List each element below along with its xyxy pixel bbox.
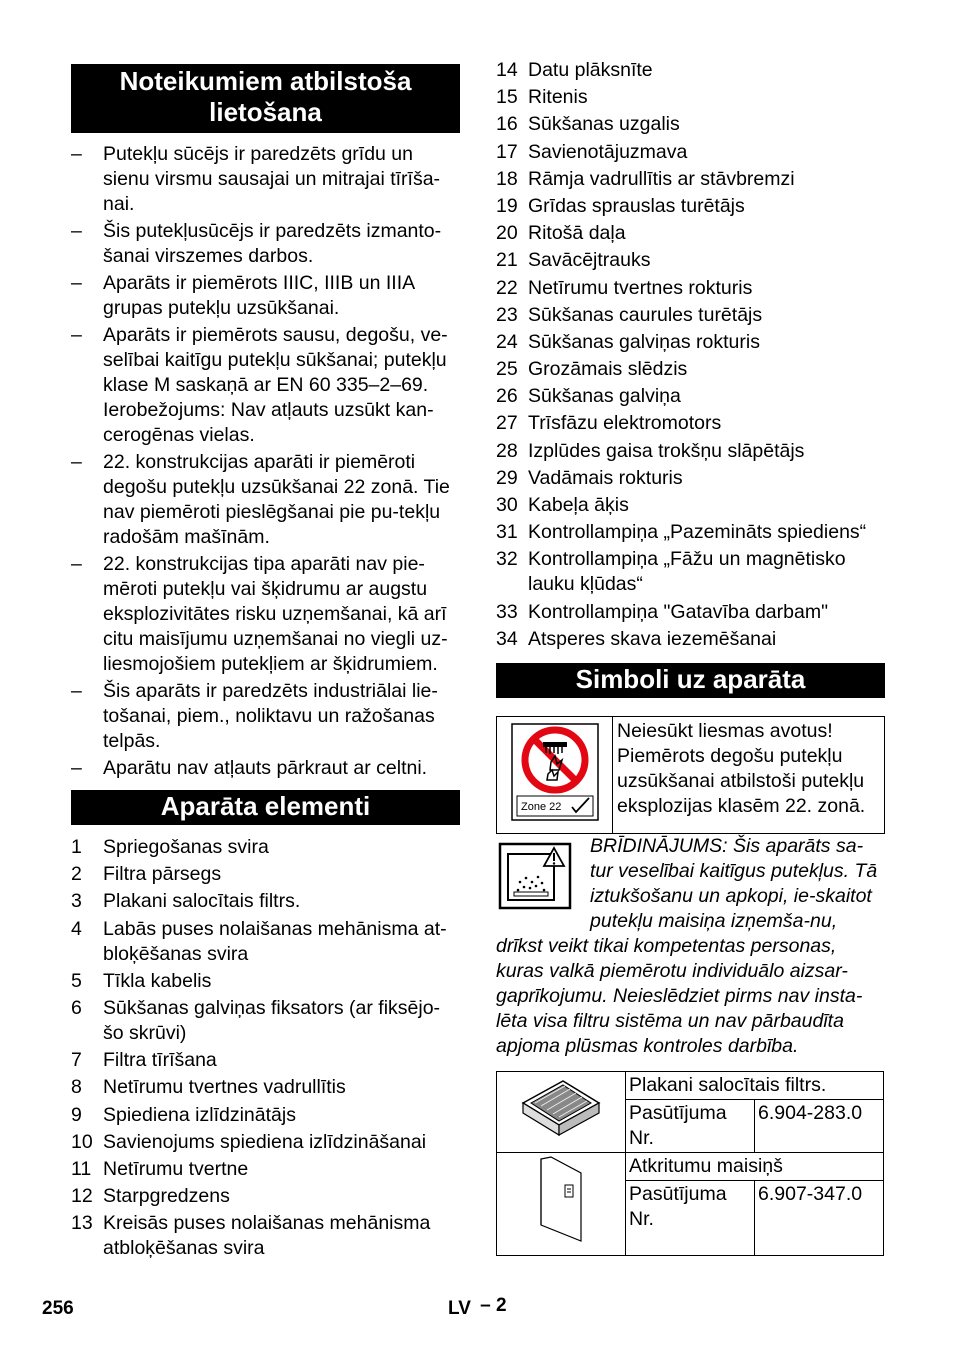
page-number: 256 bbox=[42, 1298, 74, 1319]
list-item bbox=[496, 493, 885, 518]
item-label: Savienojums spiediena izlīdzināšanai bbox=[103, 1130, 427, 1153]
list-item bbox=[71, 862, 460, 887]
item-number: 18 bbox=[496, 167, 518, 190]
list-item bbox=[71, 450, 460, 550]
item-number: 2 bbox=[71, 863, 82, 886]
item-number: 34 bbox=[496, 627, 518, 650]
item-label: Kontrollampiņa „Pazemināts spiediens“ bbox=[528, 521, 867, 544]
item-number: 17 bbox=[496, 140, 518, 163]
zone22-symbol-cell bbox=[497, 716, 613, 833]
item-number: 19 bbox=[496, 194, 518, 217]
list-item-text: 22. konstrukcijas tipa aparāti nav pie-mēroti putekļu vai šķidrumu ar augstu eksplozivitātes risku uzņemšanai, kā arī citu maisījumu uzņemšanai no viegli uz-liesmojošiem putekļiem ar šķidrumiem. bbox=[103, 553, 448, 675]
item-label: Izplūdes gaisa trokšņu slāpētājs bbox=[528, 439, 805, 462]
no-ignition-zone22-icon bbox=[510, 722, 600, 822]
list-item-text: Šis putekļusūcējs ir paredzēts izmanto-šanai virszemes darbos. bbox=[103, 220, 442, 267]
bullet-dash: – bbox=[71, 553, 82, 575]
heading-intended-use: Noteikumiem atbilstoša lietošana bbox=[71, 64, 460, 133]
accessories-table bbox=[496, 1071, 884, 1256]
list-item-text: Aparāts ir piemērots IIIC, IIIB un IIIA grupas putekļu uzsūkšanai. bbox=[103, 272, 415, 319]
list-item bbox=[496, 303, 885, 328]
flame-warning-text: Neiesūkt liesmas avotus! Piemērots degošu putekļu uzsūkšanai atbilstoši putekļu eksplozijas klasēm 22. zonā. bbox=[613, 716, 885, 833]
waste-bag-image-cell bbox=[497, 1152, 626, 1255]
item-number: 13 bbox=[71, 1212, 93, 1235]
list-item bbox=[496, 248, 885, 273]
list-item bbox=[71, 1130, 460, 1155]
list-item bbox=[496, 466, 885, 491]
bullet-dash: – bbox=[71, 220, 82, 242]
list-item bbox=[496, 520, 885, 545]
list-item bbox=[496, 58, 885, 83]
bullet-dash: – bbox=[71, 272, 82, 294]
item-number: 11 bbox=[71, 1157, 92, 1180]
order-number-value: 6.907-347.0 bbox=[755, 1180, 884, 1255]
list-item bbox=[496, 330, 885, 355]
item-label: Kontrollampiņa „Fāžu un magnētisko lauku kļūdas“ bbox=[528, 548, 846, 596]
order-number-label: Pasūtījuma Nr. bbox=[626, 1180, 755, 1255]
language-code bbox=[448, 1295, 507, 1320]
item-label: Filtra pārsegs bbox=[103, 863, 222, 886]
list-item-text: Aparātu nav atļauts pārkraut ar celtni. bbox=[103, 757, 428, 779]
list-item bbox=[71, 1075, 460, 1100]
item-number: 25 bbox=[496, 358, 518, 381]
symbol-table bbox=[496, 716, 885, 834]
list-item bbox=[496, 384, 885, 409]
list-item bbox=[496, 167, 885, 192]
list-item bbox=[71, 996, 460, 1046]
item-number: 23 bbox=[496, 303, 518, 326]
item-number: 4 bbox=[71, 917, 82, 940]
item-number: 12 bbox=[71, 1185, 93, 1208]
item-number: 22 bbox=[496, 276, 518, 299]
item-number: 5 bbox=[71, 969, 82, 992]
item-number: 32 bbox=[496, 548, 518, 571]
list-item-text: Putekļu sūcējs ir paredzēts grīdu un sienu virsmu sausajai un mitrajai tīrīša-nai. bbox=[103, 143, 441, 215]
item-number: 3 bbox=[71, 890, 82, 913]
list-item bbox=[71, 271, 460, 321]
heading-device-elements: Aparāta elementi bbox=[71, 790, 460, 825]
item-label: Kabeļa āķis bbox=[528, 494, 629, 516]
item-number: 30 bbox=[496, 494, 518, 516]
item-number: 6 bbox=[71, 996, 82, 1019]
list-item bbox=[496, 357, 885, 382]
item-number: 1 bbox=[71, 836, 82, 858]
accessory-name: Atkritumu maisiņš bbox=[626, 1152, 884, 1180]
section-number: 2 bbox=[496, 1295, 507, 1316]
device-elements-list-continued bbox=[496, 58, 885, 652]
item-number: 15 bbox=[496, 86, 518, 109]
list-item bbox=[71, 1103, 460, 1128]
list-item bbox=[71, 917, 460, 967]
item-number: 28 bbox=[496, 439, 518, 462]
list-item bbox=[496, 112, 885, 137]
item-number: 20 bbox=[496, 222, 518, 245]
list-item-text: 22. konstrukcijas aparāti ir piemēroti degošu putekļu uzsūkšanai 22 zonā. Tie nav piemēroti pieslēgšanai pie pu-tekļu radošām mašīnām. bbox=[103, 451, 450, 548]
item-label: Spriegošanas svira bbox=[103, 836, 269, 858]
order-number-label: Pasūtījuma Nr. bbox=[626, 1099, 755, 1152]
item-label: Grīdas sprauslas turētājs bbox=[528, 194, 745, 217]
device-elements-list bbox=[71, 835, 460, 1261]
item-label: Rāmja vadrullītis ar stāvbremzi bbox=[528, 167, 795, 190]
item-label: Plakani salocītais filtrs. bbox=[103, 890, 301, 913]
item-number: 10 bbox=[71, 1130, 93, 1153]
item-label: Sūkšanas galviņa bbox=[528, 385, 681, 408]
list-item bbox=[496, 627, 885, 652]
list-item bbox=[496, 85, 885, 110]
item-label: Ritošā daļa bbox=[528, 222, 626, 245]
list-item-text: Šis aparāts ir paredzēts industriālai lie-tošanai, piem., noliktavu un ražošanas telpās. bbox=[103, 680, 438, 752]
item-label: Ritenis bbox=[528, 86, 588, 109]
list-item bbox=[496, 411, 885, 436]
item-label: Atsperes skava iezemēšanai bbox=[528, 627, 777, 650]
list-item bbox=[71, 679, 460, 754]
intended-use-list bbox=[71, 142, 460, 781]
list-item bbox=[71, 552, 460, 677]
item-number: 24 bbox=[496, 330, 518, 353]
list-item bbox=[71, 835, 460, 860]
item-label: Labās puses nolaišanas mehānisma at-bloķēšanas svira bbox=[103, 917, 447, 965]
health-warning-text: BRĪDINĀJUMS: Šis aparāts sa-tur veselībai kaitīgus putekļus. Tā iztukšošanu un apkopi, ie-skaitot putekļu maisiņa izņemša-nu, drīkst veikt tikai kompetentas personas, kuras valkā piemērotu individuālo aizsar-gaprīkojumu. Neieslēdziet pirms nav insta-lēta visa filtru sistēma un nav pārbaudīta apjoma plūsmas kontroles darbība. bbox=[496, 834, 878, 1057]
item-number: 16 bbox=[496, 113, 518, 136]
item-label: Sūkšanas caurules turētājs bbox=[528, 303, 763, 326]
item-label: Sūkšanas galviņas fiksators (ar fiksējo-šo skrūvi) bbox=[103, 996, 441, 1044]
health-warning bbox=[496, 834, 885, 1059]
item-label: Savienotājuzmava bbox=[528, 140, 688, 163]
item-label: Datu plāksnīte bbox=[528, 59, 653, 81]
list-item bbox=[496, 140, 885, 165]
lang-label: LV bbox=[448, 1298, 471, 1319]
item-number: 31 bbox=[496, 521, 518, 544]
harmful-dust-warning-icon bbox=[498, 840, 584, 910]
bullet-dash: – bbox=[71, 757, 82, 779]
list-item bbox=[71, 1184, 460, 1209]
list-item bbox=[496, 221, 885, 246]
list-item bbox=[71, 756, 460, 781]
list-item bbox=[496, 439, 885, 464]
item-number: 7 bbox=[71, 1049, 82, 1072]
list-item bbox=[71, 142, 460, 217]
item-label: Netīrumu tvertnes vadrullītis bbox=[103, 1076, 346, 1099]
list-item bbox=[71, 1157, 460, 1182]
bullet-dash: – bbox=[71, 324, 82, 346]
accessory-name: Plakani salocītais filtrs. bbox=[626, 1071, 884, 1099]
item-label: Starpgredzens bbox=[103, 1185, 230, 1208]
flat-filter-image-cell bbox=[497, 1071, 626, 1152]
list-item bbox=[496, 276, 885, 301]
bullet-dash: – bbox=[71, 451, 82, 473]
list-item bbox=[496, 194, 885, 219]
heading-symbols: Simboli uz aparāta bbox=[496, 663, 885, 698]
list-item bbox=[496, 547, 885, 597]
list-item-text: Aparāts ir piemērots sausu, degošu, ve-selībai kaitīgu putekļu sūkšanai; putekļu klase M saskaņā ar EN 60 335–2–69. Ierobežojums: Nav atļauts uzsūkt kan-cerogēnas vielas. bbox=[103, 324, 448, 446]
item-label: Netīrumu tvertne bbox=[103, 1157, 249, 1180]
bullet-dash: – bbox=[71, 680, 82, 702]
item-number: 21 bbox=[496, 249, 518, 272]
item-label: Kontrollampiņa "Gatavība darbam" bbox=[528, 600, 829, 623]
bullet-dash: – bbox=[71, 143, 82, 165]
flat-filter-icon bbox=[519, 1073, 603, 1143]
left-column bbox=[71, 64, 460, 1263]
list-item bbox=[71, 1048, 460, 1073]
list-item bbox=[71, 889, 460, 914]
list-item bbox=[496, 600, 885, 625]
item-label: Trīsfāzu elektromotors bbox=[528, 412, 722, 435]
item-label: Sūkšanas galviņas rokturis bbox=[528, 330, 760, 353]
item-number: 33 bbox=[496, 600, 518, 623]
item-label: Filtra tīrīšana bbox=[103, 1049, 217, 1072]
item-number: 29 bbox=[496, 466, 518, 489]
footer-separator: – bbox=[480, 1295, 491, 1316]
item-label: Savācējtrauks bbox=[528, 249, 651, 272]
item-label: Spiediena izlīdzinātājs bbox=[103, 1103, 296, 1126]
item-label: Sūkšanas uzgalis bbox=[528, 113, 680, 136]
waste-bag-icon bbox=[531, 1155, 591, 1245]
item-label: Kreisās puses nolaišanas mehānisma atbloķēšanas svira bbox=[103, 1212, 431, 1260]
right-column bbox=[496, 58, 885, 1256]
item-number: 27 bbox=[496, 412, 518, 435]
item-label: Vadāmais rokturis bbox=[528, 466, 683, 489]
zone-label: Zone 22 bbox=[520, 800, 561, 813]
list-item bbox=[71, 1211, 460, 1261]
item-number: 14 bbox=[496, 59, 518, 81]
list-item bbox=[71, 323, 460, 448]
item-number: 26 bbox=[496, 385, 518, 408]
list-item bbox=[71, 219, 460, 269]
item-label: Netīrumu tvertnes rokturis bbox=[528, 276, 753, 299]
item-number: 9 bbox=[71, 1103, 82, 1126]
order-number-value: 6.904-283.0 bbox=[755, 1099, 884, 1152]
item-label: Grozāmais slēdzis bbox=[528, 358, 688, 381]
item-number: 8 bbox=[71, 1076, 82, 1099]
list-item bbox=[71, 969, 460, 994]
item-label: Tīkla kabelis bbox=[103, 969, 212, 992]
